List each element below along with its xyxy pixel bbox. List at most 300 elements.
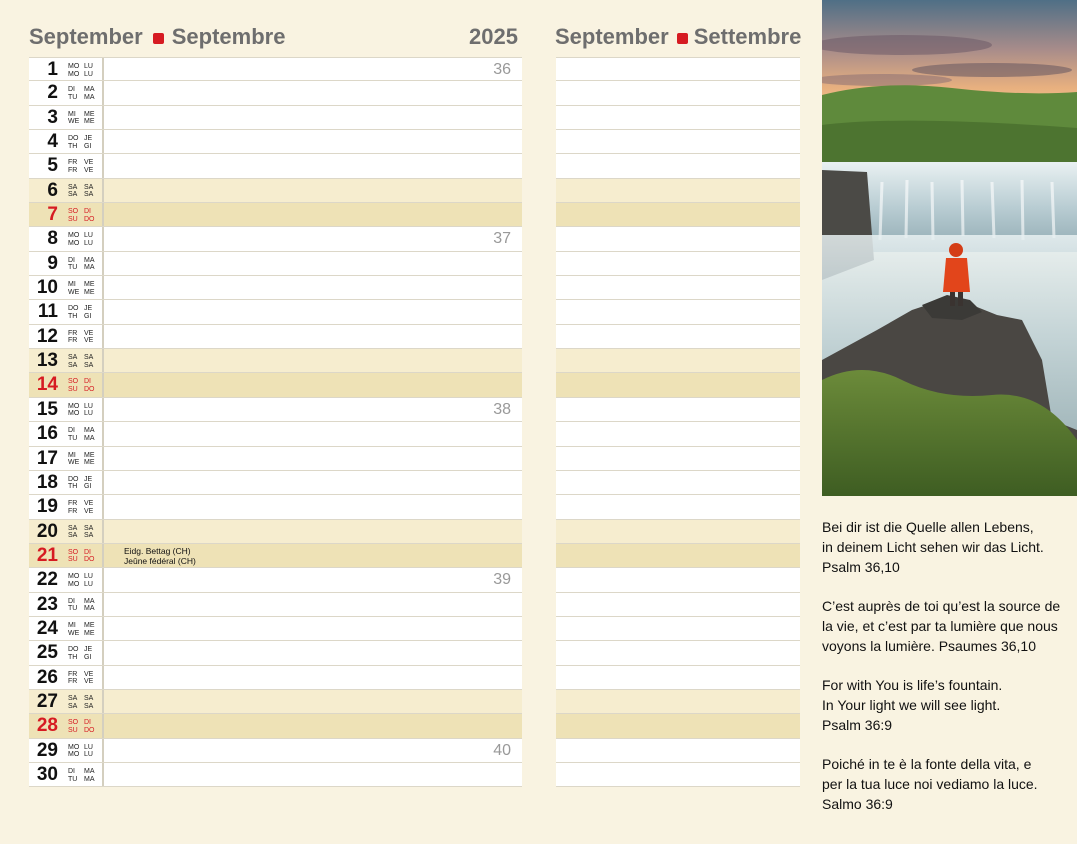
weekday-abbr: MI	[68, 110, 76, 118]
day-row[interactable]	[29, 57, 522, 81]
note-row[interactable]	[556, 422, 800, 446]
weekday-abbreviations	[68, 598, 94, 613]
weekday-abbr: JE	[84, 135, 93, 143]
weekday-abbr: SU	[68, 215, 78, 223]
note-row[interactable]	[556, 252, 800, 276]
day-number: 1	[47, 59, 58, 80]
column-divider	[102, 130, 104, 153]
holiday-note-line: Jeûne fédéral (CH)	[124, 556, 196, 567]
week-number: 40	[493, 741, 511, 759]
weekday-abbr: VE	[84, 337, 94, 345]
weekday-abbr: MA	[84, 434, 95, 442]
weekday-abbr: MI	[68, 281, 76, 289]
column-divider	[102, 58, 104, 80]
day-number: 13	[36, 350, 58, 372]
day-number: 21	[36, 544, 58, 566]
note-row[interactable]	[556, 617, 800, 641]
day-row[interactable]	[29, 349, 522, 373]
day-number: 10	[36, 277, 58, 299]
weekday-abbr: ME	[84, 451, 95, 459]
column-divider	[102, 81, 104, 104]
weekday-abbr: SO	[68, 719, 79, 727]
quote-line: Poiché in te è la fonte della vita, e	[822, 756, 1032, 772]
weekday-abbreviations	[68, 549, 94, 564]
column-divider	[102, 398, 104, 421]
weekday-abbr: ME	[84, 629, 95, 637]
day-number: 26	[36, 666, 58, 688]
weekday-abbr: GI	[84, 653, 92, 661]
weekday-abbr: FR	[68, 670, 78, 678]
weekday-abbreviations	[68, 744, 94, 759]
weekday-abbreviations	[68, 500, 94, 515]
weekday-abbreviations	[68, 232, 94, 247]
weekday-abbr: DO	[84, 556, 95, 564]
weekday-abbr: DI	[84, 548, 91, 556]
weekday-abbr: JE	[84, 305, 93, 313]
note-row[interactable]	[556, 349, 800, 373]
weekday-abbr: TH	[68, 313, 78, 321]
day-number: 11	[37, 301, 58, 323]
day-number: 30	[36, 763, 58, 785]
weekday-abbr: SA	[68, 361, 78, 369]
weekday-abbr: SO	[68, 208, 79, 216]
weekday-abbr: DO	[68, 646, 79, 654]
weekday-abbr: TH	[68, 142, 78, 150]
weekday-abbr: MA	[84, 767, 95, 775]
day-row[interactable]	[29, 471, 522, 495]
weekday-abbr: VE	[84, 678, 94, 686]
weekday-abbreviations	[68, 403, 94, 418]
weekday-abbr: TU	[68, 264, 78, 272]
weekday-abbr: TU	[68, 93, 78, 101]
column-divider	[102, 373, 104, 396]
weekday-abbr: SA	[68, 532, 78, 540]
weekday-abbr: WE	[68, 118, 80, 126]
weekday-abbr: ME	[84, 281, 95, 289]
note-row[interactable]	[556, 495, 800, 519]
weekday-abbr: ME	[84, 288, 95, 296]
column-divider	[102, 544, 104, 567]
weekday-abbr: TU	[68, 605, 78, 613]
weekday-abbr: VE	[84, 670, 94, 678]
note-row[interactable]	[556, 227, 800, 251]
holiday-note	[124, 546, 196, 567]
weekday-abbr: FR	[68, 507, 78, 515]
weekday-abbr: MO	[68, 743, 80, 751]
weekday-abbreviations	[68, 63, 94, 78]
weekday-abbreviations	[68, 476, 94, 491]
quote-line: la vie, et c’est par ta lumière que nous	[822, 618, 1058, 634]
weekday-abbr: JE	[84, 475, 93, 483]
day-row[interactable]	[29, 373, 522, 397]
weekday-abbr: SA	[68, 354, 78, 362]
day-row[interactable]	[29, 617, 522, 641]
note-row[interactable]	[556, 203, 800, 227]
day-row[interactable]	[29, 154, 522, 178]
day-row[interactable]	[29, 203, 522, 227]
column-divider	[102, 349, 104, 372]
weekday-abbr: DI	[84, 719, 91, 727]
weekday-abbr: MA	[84, 256, 95, 264]
week-number: 39	[493, 571, 511, 589]
weekday-abbr: LU	[84, 70, 93, 78]
weekday-abbr: SA	[84, 702, 94, 710]
column-divider	[102, 617, 104, 640]
day-row[interactable]	[29, 398, 522, 422]
note-row[interactable]	[556, 666, 800, 690]
month-name-german-right: September	[555, 24, 669, 49]
weekday-abbr: MO	[68, 751, 80, 759]
note-row[interactable]	[556, 763, 800, 787]
column-divider	[102, 739, 104, 762]
note-row[interactable]	[556, 130, 800, 154]
note-row[interactable]	[556, 154, 800, 178]
week-number: 36	[493, 61, 511, 78]
note-row[interactable]	[556, 300, 800, 324]
weekday-abbr: DI	[84, 378, 91, 386]
weekday-abbr: MO	[68, 70, 80, 78]
column-divider	[102, 154, 104, 177]
weekday-abbreviations	[68, 622, 94, 637]
weekday-abbr: SA	[84, 361, 94, 369]
column-divider	[102, 447, 104, 470]
weekday-abbr: MA	[84, 427, 95, 435]
weekday-abbreviations	[68, 378, 94, 393]
weekday-abbr: SA	[84, 183, 94, 191]
note-row[interactable]	[556, 106, 800, 130]
weekday-abbr: MA	[84, 264, 95, 272]
weekday-abbr: ME	[84, 621, 95, 629]
day-number: 29	[36, 739, 58, 761]
weekday-abbreviations	[68, 159, 94, 174]
day-row[interactable]	[29, 641, 522, 665]
day-row[interactable]	[29, 422, 522, 446]
weekday-abbr: SA	[68, 694, 78, 702]
note-row[interactable]	[556, 593, 800, 617]
weekday-abbreviations	[68, 719, 94, 734]
quote-line: Salmo 36:9	[822, 796, 893, 812]
weekday-abbr: ME	[84, 110, 95, 118]
day-number: 9	[47, 252, 58, 274]
weekday-abbreviations	[68, 525, 94, 540]
weekday-abbr: VE	[84, 166, 94, 174]
quote-line: per la tua luce noi vediamo la luce.	[822, 776, 1038, 792]
weekday-abbreviations	[68, 768, 94, 783]
day-row[interactable]	[29, 763, 522, 787]
day-row[interactable]	[29, 300, 522, 324]
weekday-abbr: TH	[68, 653, 78, 661]
weekday-abbr: SA	[68, 702, 78, 710]
weekday-abbr: MO	[68, 232, 80, 240]
note-row[interactable]	[556, 81, 800, 105]
day-row[interactable]	[29, 739, 522, 763]
weekday-abbr: TH	[68, 483, 78, 491]
note-row[interactable]	[556, 714, 800, 738]
weekday-abbr: MI	[68, 621, 76, 629]
year-label: 2025	[469, 24, 518, 49]
weekday-abbreviations	[68, 646, 94, 661]
column-divider	[102, 690, 104, 713]
weekday-abbr: DO	[84, 386, 95, 394]
note-row[interactable]	[556, 276, 800, 300]
day-row[interactable]	[29, 81, 522, 105]
note-row[interactable]	[556, 641, 800, 665]
day-number: 2	[47, 82, 58, 104]
day-number: 18	[36, 471, 58, 493]
note-row[interactable]	[556, 398, 800, 422]
day-row[interactable]	[29, 447, 522, 471]
weekday-abbr: LU	[84, 240, 93, 247]
column-divider	[102, 568, 104, 591]
column-divider	[102, 520, 104, 543]
weekday-abbr: DI	[84, 208, 91, 216]
holiday-note-line: Eidg. Bettag (CH)	[124, 545, 191, 556]
month-name-italian: Settembre	[693, 24, 802, 49]
day-number: 24	[36, 617, 58, 639]
weekday-abbr: MO	[68, 573, 80, 581]
weekday-abbr: LU	[84, 402, 93, 410]
weekday-abbr: FR	[68, 159, 78, 167]
weekday-abbr: SA	[84, 354, 94, 362]
weekday-abbr: DO	[84, 215, 95, 223]
note-row[interactable]	[556, 325, 800, 349]
quote-line: In Your light we will see light.	[822, 697, 1001, 713]
day-number: 15	[36, 398, 58, 420]
weekday-abbr: DI	[68, 427, 75, 435]
month-name-french: Septembre	[171, 24, 286, 49]
weekday-abbreviations	[68, 427, 94, 442]
weekday-abbr: SA	[84, 532, 94, 540]
day-number: 12	[36, 325, 58, 347]
notes-column	[556, 57, 800, 787]
column-divider	[102, 763, 104, 786]
weekday-abbr: MA	[84, 775, 95, 783]
day-row[interactable]	[29, 227, 522, 251]
day-number: 17	[36, 447, 58, 469]
column-divider	[102, 252, 104, 275]
note-row[interactable]	[556, 739, 800, 763]
day-row[interactable]	[29, 593, 522, 617]
weekday-abbreviations	[68, 305, 94, 320]
day-row[interactable]	[29, 276, 522, 300]
column-divider	[102, 471, 104, 494]
weekday-abbr: SA	[84, 524, 94, 532]
weekday-abbr: DO	[68, 475, 79, 483]
day-row[interactable]	[29, 106, 522, 130]
weekday-abbr: SU	[68, 556, 78, 564]
column-divider	[102, 179, 104, 202]
weekday-abbr: WE	[68, 288, 80, 296]
day-number: 7	[47, 204, 58, 226]
weekday-abbr: DI	[68, 767, 75, 775]
weekday-abbr: FR	[68, 500, 78, 508]
note-row[interactable]	[556, 690, 800, 714]
weekday-abbreviations	[68, 86, 94, 101]
weekday-abbr: GI	[84, 313, 92, 321]
note-row[interactable]	[556, 447, 800, 471]
weekday-abbr: MO	[68, 240, 80, 247]
day-row[interactable]	[29, 690, 522, 714]
weekday-abbr: DO	[84, 726, 95, 734]
weekday-abbr: SA	[68, 191, 78, 199]
weekday-abbreviations	[68, 573, 94, 588]
quote-block	[822, 517, 1072, 577]
weekday-abbr: MO	[68, 402, 80, 410]
weekday-abbr: DO	[68, 305, 79, 313]
weekday-abbr: MO	[68, 580, 80, 588]
weekday-abbr: ME	[84, 118, 95, 126]
weekday-abbr: WE	[68, 629, 80, 637]
weekday-abbr: MI	[68, 451, 76, 459]
quote-line: Psalm 36,10	[822, 559, 900, 575]
day-number: 14	[36, 374, 58, 396]
quote-line: in deinem Licht sehen wir das Licht.	[822, 539, 1044, 555]
day-row[interactable]	[29, 252, 522, 276]
day-row[interactable]	[29, 179, 522, 203]
day-row[interactable]	[29, 714, 522, 738]
day-number: 23	[36, 593, 58, 615]
psalm-quotes	[822, 517, 1072, 833]
weekday-abbr: MA	[84, 93, 95, 101]
day-number: 6	[47, 179, 58, 201]
day-row[interactable]	[29, 130, 522, 154]
day-number: 19	[36, 496, 58, 518]
day-row[interactable]	[29, 495, 522, 519]
quote-block	[822, 675, 1072, 735]
week-number: 37	[493, 230, 511, 248]
day-number: 3	[47, 106, 58, 128]
month-name-german: September	[29, 24, 143, 49]
weekday-abbr: TU	[68, 775, 78, 783]
weekday-abbreviations	[68, 257, 94, 272]
quote-line: voyons la lumière. Psaumes 36,10	[822, 638, 1036, 654]
weekday-abbr: MO	[68, 410, 80, 418]
day-number: 27	[36, 690, 58, 712]
weekday-abbreviations	[68, 135, 94, 150]
quote-line: For with You is life’s fountain.	[822, 677, 1003, 693]
weekday-abbreviations	[68, 695, 94, 710]
weekday-abbr: SU	[68, 726, 78, 734]
waterfall-photo	[822, 0, 1077, 496]
quote-line: Bei dir ist die Quelle allen Lebens,	[822, 519, 1034, 535]
weekday-abbr: MA	[84, 86, 95, 94]
note-row[interactable]	[556, 568, 800, 592]
weekday-abbr: SA	[84, 191, 94, 199]
weekday-abbr: LU	[84, 63, 93, 70]
waterfall-with-hiker-icon	[822, 0, 1077, 496]
weekday-abbreviations	[68, 671, 94, 686]
weekday-abbr: DO	[68, 135, 79, 143]
column-divider	[102, 276, 104, 299]
red-square-icon	[677, 33, 688, 44]
weekday-abbr: SU	[68, 386, 78, 394]
weekday-abbr: SA	[84, 694, 94, 702]
weekday-abbr: LU	[84, 751, 93, 759]
weekday-abbr: SA	[68, 183, 78, 191]
weekday-abbr: TU	[68, 434, 78, 442]
weekday-abbr: VE	[84, 159, 94, 167]
weekday-abbr: LU	[84, 580, 93, 588]
weekday-abbr: WE	[68, 459, 80, 467]
weekday-abbr: LU	[84, 573, 93, 581]
day-row[interactable]	[29, 568, 522, 592]
column-divider	[102, 641, 104, 664]
column-divider	[102, 714, 104, 737]
weekday-abbr: SO	[68, 378, 79, 386]
weekday-abbr: DI	[68, 597, 75, 605]
day-number: 4	[47, 131, 58, 153]
weekday-abbr: ME	[84, 459, 95, 467]
month-title-right	[555, 24, 801, 50]
weekday-abbreviations	[68, 354, 94, 369]
day-number: 22	[36, 569, 58, 591]
column-divider	[102, 325, 104, 348]
weekday-abbr: MA	[84, 597, 95, 605]
note-row[interactable]	[556, 544, 800, 568]
weekday-abbr: FR	[68, 166, 78, 174]
quote-block	[822, 754, 1072, 814]
column-divider	[102, 495, 104, 518]
day-row[interactable]	[29, 544, 522, 568]
weekday-abbreviations	[68, 184, 94, 199]
note-row[interactable]	[556, 179, 800, 203]
weekday-abbr: LU	[84, 410, 93, 418]
weekday-abbr: SO	[68, 548, 79, 556]
column-divider	[102, 203, 104, 226]
column-divider	[102, 422, 104, 445]
weekday-abbr: VE	[84, 329, 94, 337]
weekday-abbr: SA	[68, 524, 78, 532]
weekday-abbr: FR	[68, 329, 78, 337]
weekday-abbr: DI	[68, 86, 75, 94]
weekday-abbreviations	[68, 452, 94, 467]
weekday-abbr: GI	[84, 483, 92, 491]
weekday-abbr: DI	[68, 256, 75, 264]
quote-line: Psalm 36:9	[822, 717, 893, 733]
weekday-abbr: VE	[84, 507, 94, 515]
month-title-left	[29, 24, 285, 50]
day-number: 16	[36, 423, 58, 445]
day-row[interactable]	[29, 325, 522, 349]
day-number: 25	[36, 642, 58, 664]
note-row[interactable]	[556, 57, 800, 81]
column-divider	[102, 106, 104, 129]
column-divider	[102, 666, 104, 689]
day-number: 8	[47, 228, 58, 250]
column-divider	[102, 300, 104, 323]
weekday-abbr: VE	[84, 500, 94, 508]
weekday-abbreviations	[68, 330, 94, 345]
weekday-abbr: LU	[84, 743, 93, 751]
weekday-abbr: MO	[68, 63, 80, 70]
note-row[interactable]	[556, 471, 800, 495]
note-row[interactable]	[556, 373, 800, 397]
column-divider	[102, 227, 104, 250]
quote-line: C’est auprès de toi qu’est la source de	[822, 598, 1061, 614]
week-number: 38	[493, 400, 511, 418]
day-row[interactable]	[29, 666, 522, 690]
day-number: 5	[47, 155, 58, 177]
weekday-abbr: FR	[68, 678, 78, 686]
column-divider	[102, 593, 104, 616]
calendar-day-list	[29, 57, 522, 787]
note-row[interactable]	[556, 520, 800, 544]
quote-block	[822, 596, 1072, 656]
weekday-abbr: LU	[84, 232, 93, 240]
day-row[interactable]	[29, 520, 522, 544]
weekday-abbreviations	[68, 208, 94, 223]
weekday-abbr: JE	[84, 646, 93, 654]
